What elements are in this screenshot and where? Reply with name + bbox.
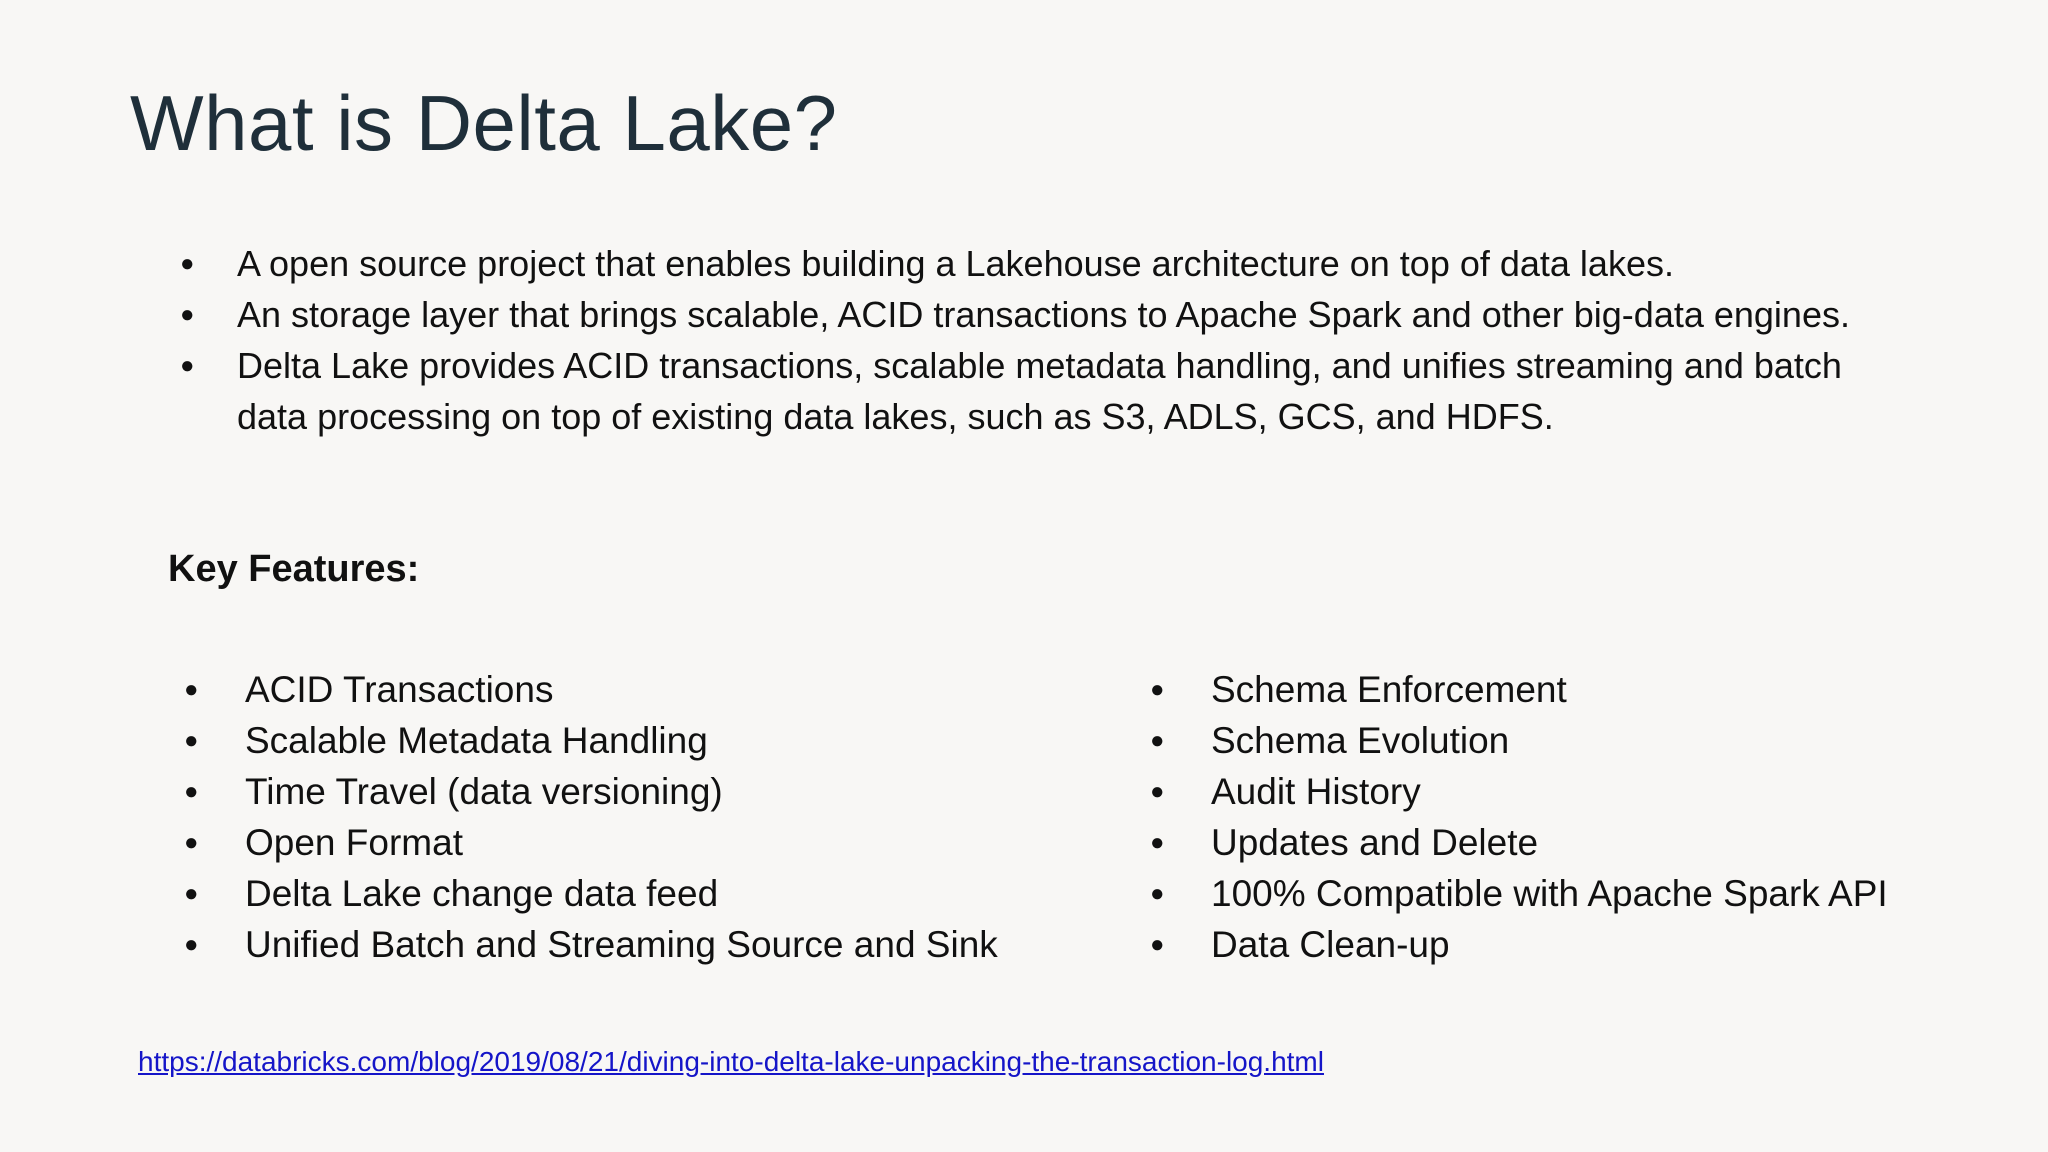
intro-bullet: ● An storage layer that brings scalable, ACID transactions to Apache Spark and other big-data engines. [180,289,1880,340]
intro-bullet: ● A open source project that enables building a Lakehouse architecture on top of data lakes. [180,238,1880,289]
feature-item: ● Time Travel (data versioning) [184,766,1124,817]
feature-item: ● Schema Evolution [1150,715,1960,766]
features-right-list [1150,664,1960,970]
feature-item: ● ACID Transactions [184,664,1124,715]
feature-item: ● Updates and Delete [1150,817,1960,868]
intro-bullet: ● Delta Lake provides ACID transactions, scalable metadata handling, and unifies streaming and batch data processing on top of existing data lakes, such as S3, ADLS, GCS, and HDFS. [180,340,1880,442]
features-left-list [184,664,1124,970]
source-link[interactable]: https://databricks.com/blog/2019/08/21/diving-into-delta-lake-unpacking-the-transaction-log.html [138,1046,1324,1077]
key-features-columns [184,664,1964,984]
feature-item: ● 100% Compatible with Apache Spark API [1150,868,1960,919]
feature-item: ● Delta Lake change data feed [184,868,1124,919]
intro-bullet-list [180,238,1880,442]
feature-item: ● Open Format [184,817,1124,868]
feature-item: ● Unified Batch and Streaming Source and Sink [184,919,1124,970]
feature-item: ● Schema Enforcement [1150,664,1960,715]
feature-item: ● Audit History [1150,766,1960,817]
slide-title: What is Delta Lake? [130,79,838,167]
feature-item: ● Data Clean-up [1150,919,1960,970]
feature-item: ● Scalable Metadata Handling [184,715,1124,766]
key-features-heading: Key Features: [168,548,420,590]
